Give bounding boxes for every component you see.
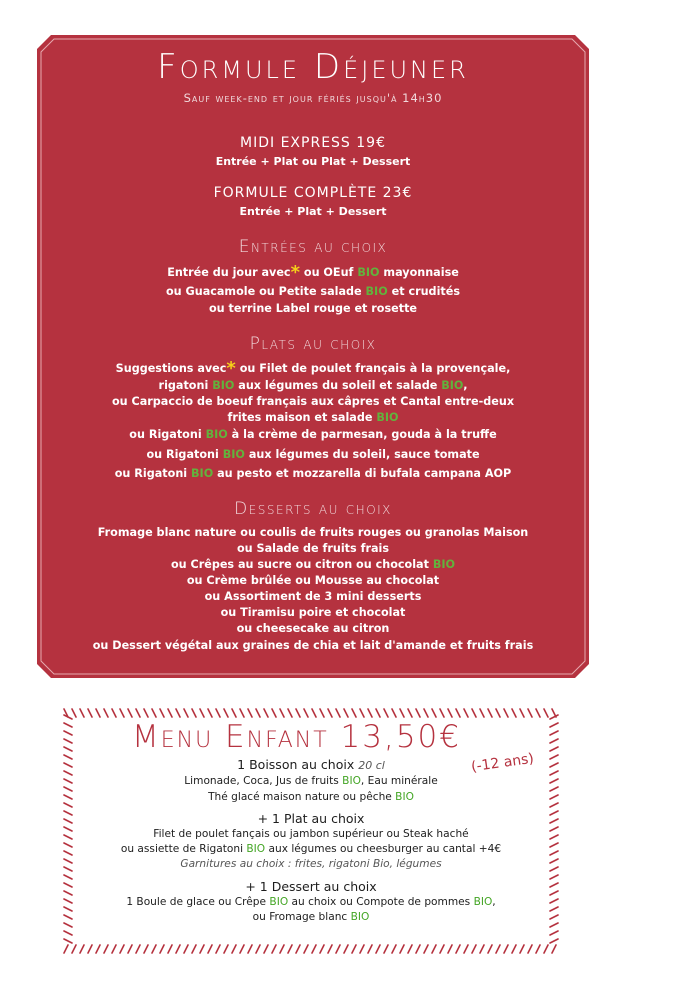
desserts-title: Desserts au choix — [234, 499, 392, 519]
desserts-line-5: ou Assortiment de 3 mini desserts — [204, 590, 422, 603]
kids-menu-title: Menu Enfant 13,50€ — [132, 719, 462, 755]
kids-drink-heading: 1 Boisson au choix 20 cl — [237, 757, 385, 772]
kids-age-note: (-12 ans) — [470, 750, 535, 776]
desserts-line-1: Fromage blanc nature ou coulis de fruits rouges ou granolas Maison — [97, 526, 529, 539]
formula-complete-desc: Entrée + Plat + Dessert — [239, 205, 387, 218]
desserts-line-6: ou Tiramisu poire et chocolat — [220, 606, 406, 619]
plats-line-7: ou Rigatoni BIO au pesto et mozzarella di bufala campana AOP — [114, 467, 512, 480]
entrees-line-2: ou Guacamole ou Petite salade BIO et crudités — [166, 285, 460, 298]
kids-plat-garnish: Garnitures au choix : frites, rigatoni Bio, légumes — [180, 858, 442, 870]
kids-drink-line-1: Limonade, Coca, Jus de fruits BIO, Eau minérale — [184, 775, 438, 787]
lunch-menu-card — [37, 35, 589, 678]
formula-express-name: MIDI EXPRESS 19€ — [240, 135, 386, 151]
desserts-line-8: ou Dessert végétal aux graines de chia et lait d'amande et fruits frais — [92, 639, 534, 652]
desserts-line-7: ou cheesecake au citron — [236, 622, 390, 635]
plats-line-4: frites maison et salade BIO — [227, 411, 399, 424]
desserts-line-4: ou Crème brûlée ou Mousse au chocolat — [186, 574, 440, 587]
entrees-line-1: Entrée du jour avec* ou OEuf BIO mayonnaise — [167, 262, 459, 283]
formula-express-desc: Entrée + Plat ou Plat + Dessert — [215, 155, 411, 168]
entrees-title: Entrées au choix — [238, 237, 388, 257]
lunch-title: Formule Déjeuner — [157, 47, 469, 87]
plats-line-6: ou Rigatoni BIO aux légumes du soleil, sauce tomate — [146, 448, 480, 461]
kids-dessert-heading: + 1 Dessert au choix — [245, 879, 377, 894]
plats-title: Plats au choix — [249, 334, 377, 354]
bio-badge: BIO — [342, 775, 361, 787]
kids-drink-line-2: Thé glacé maison nature ou pêche BIO — [208, 791, 414, 803]
bio-badge: BIO — [357, 266, 380, 279]
lunch-subtitle: Sauf week-end et jour fériés jusqu'à 14h30 — [183, 91, 443, 105]
kids-plat-heading: + 1 Plat au choix — [257, 811, 365, 826]
suggestion-star-icon: * — [290, 262, 300, 283]
kids-menu-card — [58, 703, 564, 959]
entrees-line-3: ou terrine Label rouge et rosette — [208, 302, 418, 315]
plats-line-3: ou Carpaccio de boeuf français aux câpres et Cantal entre-deux — [111, 395, 515, 408]
desserts-line-3: ou Crêpes au sucre ou citron ou chocolat BIO — [170, 558, 456, 571]
bio-badge: BIO — [365, 285, 388, 298]
kids-plat-line-1: Filet de poulet fançais ou jambon supérieur ou Steak haché — [153, 828, 469, 840]
plats-line-5: ou Rigatoni BIO à la crème de parmesan, gouda à la truffe — [129, 428, 497, 441]
kids-plat-line-2: ou assiette de Rigatoni BIO aux légumes ou cheesburger au cantal +4€ — [120, 843, 502, 855]
plats-line-1: Suggestions avec* ou Filet de poulet français à la provençale, — [115, 358, 511, 379]
plats-line-2: rigatoni BIO aux légumes du soleil et salade BIO, — [158, 379, 468, 392]
desserts-line-2: ou Salade de fruits frais — [236, 542, 390, 555]
suggestion-star-icon: * — [226, 358, 236, 379]
kids-dessert-line-1: 1 Boule de glace ou Crêpe BIO au choix ou Compote de pommes BIO, — [126, 896, 496, 908]
formula-complete-name: FORMULE COMPLÈTE 23€ — [213, 185, 413, 201]
kids-dessert-line-2: ou Fromage blanc BIO — [252, 911, 370, 923]
